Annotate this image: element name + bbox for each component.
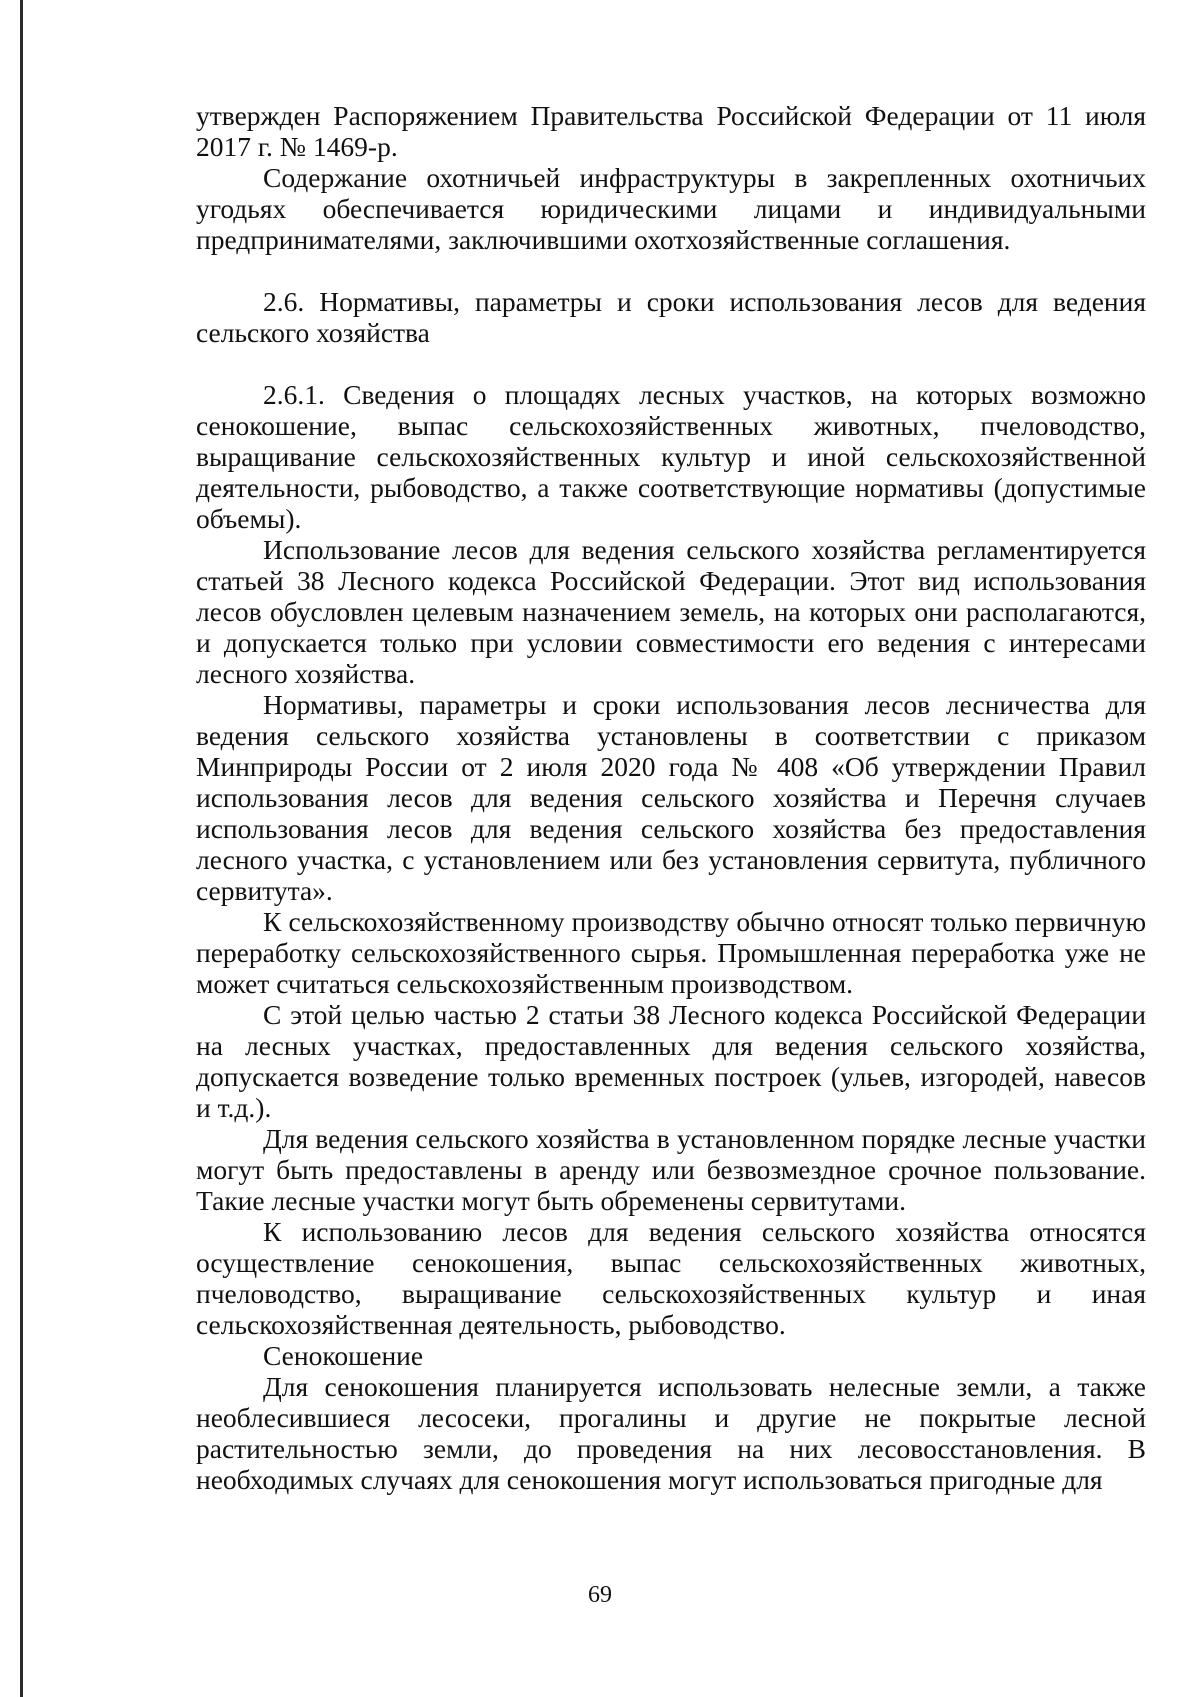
paragraph-temporary-buildings: С этой целью частью 2 статьи 38 Лесного кодекса Российской Федерации на лесных участках, предоставленных для ведения сельского хозяйства, допускается возведение только временных построек (ульев, изгородей, навесов и т.д.). xyxy=(196,999,1146,1123)
document-body xyxy=(196,100,1146,1495)
section-heading-2-6: 2.6. Нормативы, параметры и сроки использования лесов для ведения сельского хозяйства xyxy=(196,286,1146,348)
paragraph-continuation: утвержден Распоряжением Правительства Российской Федерации от 11 июля 2017 г. № 1469-р. xyxy=(196,100,1146,162)
scan-border-line xyxy=(20,0,23,1697)
paragraph-lease: Для ведения сельского хозяйства в установленном порядке лесные участки могут быть предоставлены в аренду или безвозмездное срочное пользование. Такие лесные участки могут быть обременены сервитутами. xyxy=(196,1123,1146,1216)
paragraph-agricultural-production: К сельскохозяйственному производству обычно относят только первичную переработку сельскохозяйственного сырья. Промышленная переработка уже не может считаться сельскохозяйственным производством. xyxy=(196,906,1146,999)
paragraph-agricultural-activities: К использованию лесов для ведения сельского хозяйства относятся осуществление сенокошения, выпас сельскохозяйственных животных, пчеловодство, выращивание сельскохозяйственных культур и иная сельскохозяйственная деятельность, рыбоводство. xyxy=(196,1216,1146,1340)
paragraph-norms-order: Нормативы, параметры и сроки использования лесов лесничества для ведения сельского хозяйства установлены в соответствии с приказом Минприроды России от 2 июля 2020 года № 408 «Об утверждении Правил использования лесов для ведения сельского хозяйства и Перечня случаев использования лесов для ведения сельского хозяйства без предоставления лесного участка, с установлением или без установления сервитута, публичного сервитута». xyxy=(196,689,1146,906)
subheading-haymaking: Сенокошение xyxy=(263,1340,424,1371)
subsection-heading-2-6-1: 2.6.1. Сведения о площадях лесных участков, на которых возможно сенокошение, выпас сельскохозяйственных животных, пчеловодство, выращивание сельскохозяйственных культур и иной сельскохозяйственной деятельности, рыбоводство, а также соответствующие нормативы (допустимые объемы). xyxy=(196,379,1146,534)
paragraph-haymaking: Для сенокошения планируется использовать нелесные земли, а также необлесившиеся лесосеки, прогалины и другие не покрытые лесной растительностью земли, до проведения на них лесовосстановления. В необходимых случаях для сенокошения могут использоваться пригодные для xyxy=(196,1371,1146,1495)
paragraph-hunting-infrastructure: Содержание охотничьей инфраструктуры в закрепленных охотничьих угодьях обеспечивается юридическими лицами и индивидуальными предпринимателями, заключившими охотхозяйственные соглашения. xyxy=(196,162,1146,255)
page-number: 69 xyxy=(588,1582,612,1608)
paragraph-forest-use-regulation: Использование лесов для ведения сельского хозяйства регламентируется статьей 38 Лесного кодекса Российской Федерации. Этот вид использования лесов обусловлен целевым назначением земель, на которых они располагаются, и допускается только при условии совместимости его ведения с интересами лесного хозяйства. xyxy=(196,534,1146,689)
